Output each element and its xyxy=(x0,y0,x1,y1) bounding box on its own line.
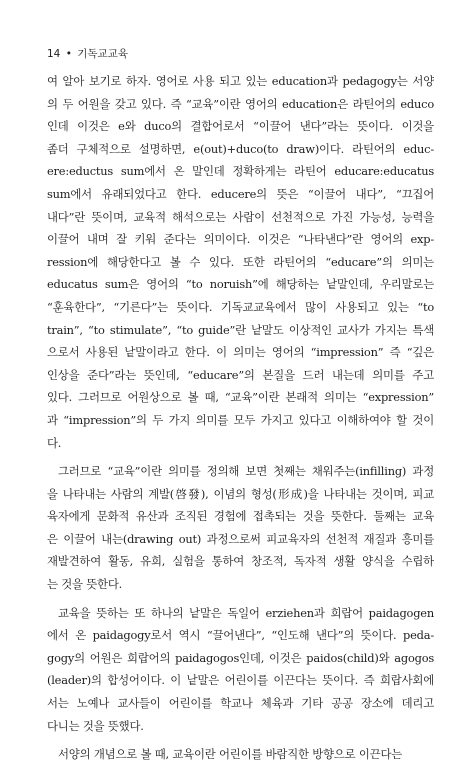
page-number: 14 xyxy=(47,48,61,60)
text-line: 서양의 개념으로 볼 때, 교육이란 어린이를 바람직한 방향으로 이끈다는 xyxy=(58,747,403,762)
paragraph xyxy=(47,602,434,738)
text-line: 은 이끌어 내는(drawing out) 과정으로써 피교육자의 선천적 재질과 흥미를 xyxy=(47,531,434,546)
text-line: sum에서 유래되었다고 한다. educere의 뜻은 “이끌어 내다”, “끄집어 xyxy=(47,186,434,201)
text-line: 재발견하여 활동, 유희, 실험을 통하여 창조적, 독자적 생활 양식을 수립하 xyxy=(47,554,434,569)
text-line: ression에 해당한다고 볼 수 있다. 또한 라틴어의 “educare”의 의미는 xyxy=(47,254,434,269)
text-line: 인상을 준다”라는 뜻인데, “educare”의 본질을 드러 내는데 의미를 주고 xyxy=(47,367,434,382)
text-line: 인데 이것은 e와 duco의 결합어로서 “이끌어 낸다”라는 뜻이다. 이것을 xyxy=(47,119,434,134)
text-line: 으로서 사용된 낱말이라고 한다. 이 의미는 영어의 “impression” 즉 “깊은 xyxy=(47,345,434,360)
text-line: ere:eductus sum에서 온 말인데 정확하게는 라틴어 educare:educatus xyxy=(47,164,434,179)
text-line: “훈육한다”, “기른다”는 뜻이다. 기독교교육에서 많이 사용되고 있는 “to xyxy=(47,299,434,314)
text-line: gogy의 어원은 희랍어의 paidagogos인데, 이것은 paidos(child)와 agogos xyxy=(47,650,434,665)
chapter-title: 기독교교육 xyxy=(77,48,128,60)
text-line: 그러므로 “교육”이란 의미를 정의해 보면 첫째는 채워주는(infilling) 과정 xyxy=(58,464,434,479)
text-line: 있다. 그러므로 어원상으로 볼 때, “교육”이란 본래적 의미는 “expression” xyxy=(47,390,434,405)
body-text xyxy=(47,70,434,772)
text-line: 이끌어 내며 잘 키워 준다는 의미이다. 이것은 “나타낸다”란 영어의 exp- xyxy=(47,232,434,247)
text-line: train”, “to stimulate”, “to guide”란 낱말도 이상적인 교사가 가지는 특색 xyxy=(47,322,434,337)
text-line: 내다”란 뜻이며, 교육적 해석으로는 사람이 선천적으로 가진 가능성, 능력을 xyxy=(47,209,434,224)
paragraph xyxy=(47,70,434,454)
text-line: 교육을 뜻하는 또 하나의 낱말은 독일어 erziehen과 희랍어 paidagogen xyxy=(58,605,434,620)
header-bullet: • xyxy=(65,48,72,60)
text-line: 의 두 어원을 갖고 있다. 즉 “교육”이란 영어의 education은 라틴어의 educo xyxy=(47,96,434,111)
text-line: 좀더 구체적으로 설명하면, e(out)+duco(to draw)이다. 라틴어의 educ- xyxy=(47,141,434,156)
text-line: 육자에게 문화적 유산과 조직된 경험에 접촉되는 것을 뜻한다. 둘째는 교육 xyxy=(47,509,434,524)
text-line: 과 “impression”의 두 가지 의미를 모두 가지고 있다고 이해하여야 할 것이 xyxy=(47,412,434,427)
text-line: 다. xyxy=(47,435,62,450)
text-line: 에서 온 paidagogy로서 역시 “끌어낸다”, “인도해 낸다”의 뜻이다. peda- xyxy=(47,628,434,643)
text-line: educatus sum은 영어의 “to noruish”에 해당하는 낱말인데, 우리말로는 xyxy=(47,277,434,292)
running-header xyxy=(47,46,128,61)
text-line: 서는 노예나 교사들이 어린이를 학교나 체육과 기타 공공 장소에 데리고 xyxy=(47,696,434,711)
paragraph xyxy=(47,460,434,596)
text-line: 여 알아 보기로 하자. 영어로 사용 되고 있는 education과 pedagogy는 서양 xyxy=(47,74,434,88)
text-line: (leader)의 합성어이다. 이 낱말은 어린이를 이끈다는 뜻이다. 즉 희랍사회에 xyxy=(47,673,434,688)
text-line: 다니는 것을 뜻했다. xyxy=(47,718,144,733)
text-line: 을 나타내는 사람의 계발(啓發), 이념의 형성(形成)을 나타내는 것이며, 피교 xyxy=(47,486,434,501)
text-line: 는 것을 뜻한다. xyxy=(47,577,123,592)
paragraph xyxy=(47,743,434,766)
